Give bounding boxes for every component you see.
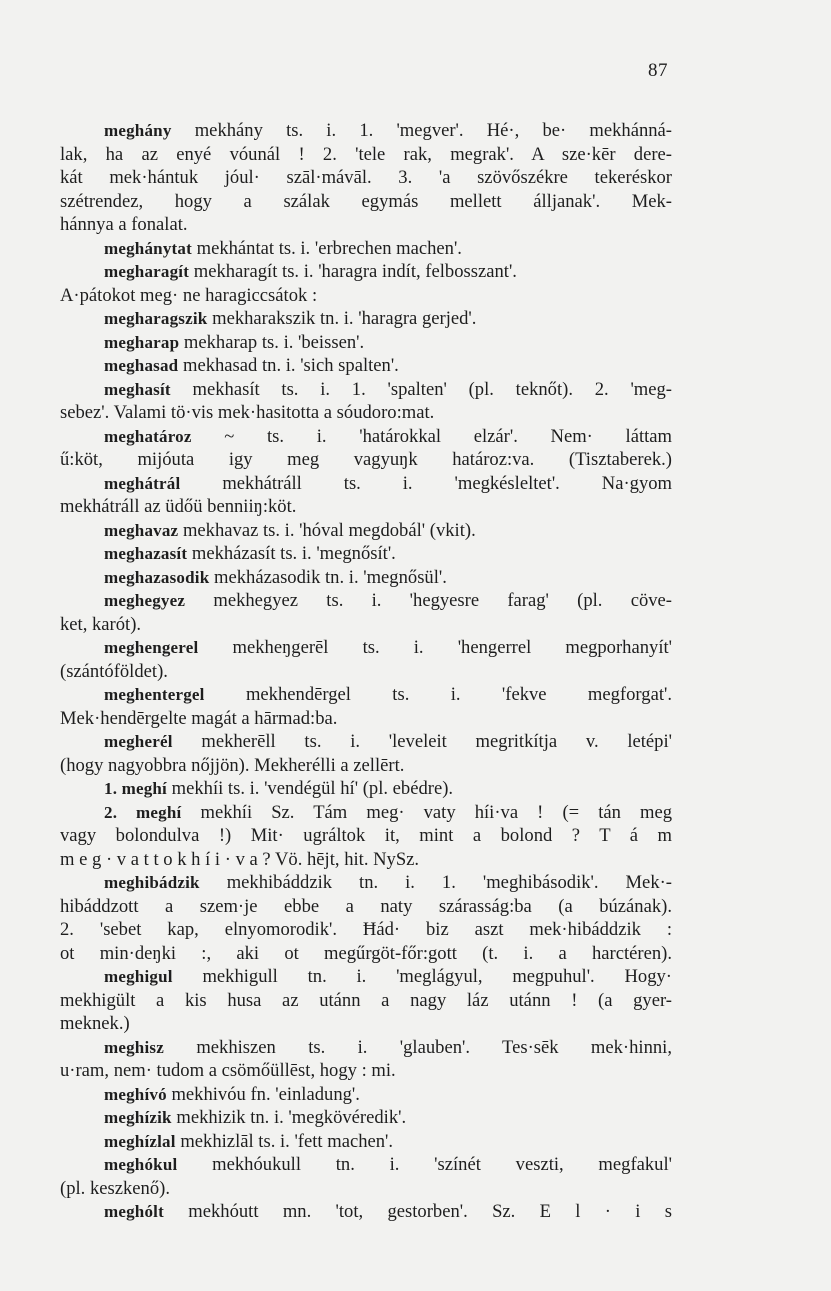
entry-text: mekhíi Sz. Tám meg· vaty híi·va ! (= tán meg (181, 801, 672, 823)
entry-line (60, 190, 672, 214)
entry-text: Mek·hendērgelte magát a hārmad:ba. (60, 707, 338, 729)
entry-line-headword (60, 542, 672, 566)
entry-text: (szántóföldet). (60, 660, 168, 682)
entry-text: u·ram, nem· tudom a csömőüllēst, hogy : mi. (60, 1060, 396, 1081)
entry-text: mekheŋgerēl ts. i. 'hengerrel megporhanyít' (198, 637, 672, 658)
entry-line-headword (60, 425, 672, 449)
entry-text: mekharagít ts. i. 'haragra indít, felbosszant'. (189, 261, 517, 282)
entry-text: mekhavaz ts. i. 'hóval megdobál' (vkit). (178, 519, 476, 541)
headword: meghegyez (104, 591, 186, 610)
entry-line (60, 401, 672, 425)
headword: meghigul (104, 967, 173, 986)
entry-text: sebez'. Valami tö·vis mek·hasitotta a sóudoro:mat. (60, 402, 435, 423)
entry-line-headword (60, 801, 672, 825)
entry-text: mekhendērgel ts. i. 'fekve megforgat'. (204, 684, 672, 705)
entry-text: mekhóukull tn. i. 'színét veszti, megfakul' (177, 1154, 672, 1175)
entry-text: A·pátokot meg· ne haragiccsátok : (60, 284, 318, 306)
entry-text: m e g · v a t t o k h í i · v a ? Vö. hējt, hit. NySz. (60, 848, 420, 870)
entry-text: mekhizlāl ts. i. 'fett machen'. (175, 1130, 394, 1152)
entry-line-headword (60, 378, 672, 402)
entry-line (60, 448, 672, 472)
entry-text: mekhátráll ts. i. 'megkésleltet'. Na·gyom (180, 472, 672, 494)
entry-line-headword (60, 331, 672, 355)
entry-text: ű:köt, mijóuta igy meg vagyuŋk határoz:va. (Tisztaberek.) (60, 449, 672, 470)
headword: meghánytat (104, 238, 192, 258)
headword: megharap (104, 332, 180, 352)
entry-line-headword (60, 683, 672, 707)
entry-line (60, 495, 672, 519)
entry-text: ot min·deŋki :, aki ot megűrgöt-főr:gott (t. i. a harctéren). (60, 942, 672, 964)
entry-line-headword (60, 1130, 672, 1154)
entry-text: ket, karót). (60, 613, 142, 635)
headword: meghasít (104, 379, 171, 399)
entry-line (60, 824, 672, 848)
entry-line-headword (60, 566, 672, 590)
entry-line-headword (60, 307, 672, 331)
entry-line-headword (60, 1036, 672, 1060)
headword: megherél (104, 732, 173, 751)
entry-text: mekhibáddzik tn. i. 1. 'meghibásodik'. Mek·- (199, 872, 672, 893)
headword: meghengerel (104, 638, 199, 657)
headword: meghibádzik (104, 873, 200, 892)
entry-line-headword (60, 871, 672, 895)
entry-line-headword (60, 1106, 672, 1130)
page-number: 87 (648, 60, 668, 81)
entry-text: mekherēll ts. i. 'leveleit megritkítja v. letépi' (172, 731, 672, 752)
entry-line-headword (60, 730, 672, 754)
dictionary-entries (60, 119, 672, 1224)
entry-line-headword (60, 636, 672, 660)
entry-text: mekházasodik tn. i. 'megnősül'. (209, 566, 447, 588)
entry-text: mekharap ts. i. 'beissen'. (179, 331, 365, 353)
entry-text: meknek.) (60, 1013, 130, 1034)
entry-line-headword (60, 519, 672, 543)
entry-text: (hogy nagyobbra nőjjön). Mekherélli a zellērt. (60, 754, 405, 776)
entry-text: mekhasít ts. i. 1. 'spalten' (pl. teknőt). 2. 'meg- (170, 378, 672, 400)
entry-line (60, 942, 672, 966)
headword: meghívó (104, 1084, 167, 1104)
headword: 2. meghí (104, 802, 182, 822)
headword: meghókul (104, 1155, 178, 1174)
headword: megharagít (104, 262, 190, 281)
entry-line (60, 660, 672, 684)
headword: meghavaz (104, 520, 179, 540)
entry-line (60, 918, 672, 942)
headword: meghasad (104, 356, 179, 375)
entry-line (60, 848, 672, 872)
entry-text: mekhány ts. i. 1. 'megver'. Hé·, be· mekhánná- (171, 120, 672, 141)
entry-text: mekhátráll az üdőü benniiŋ:köt. (60, 496, 297, 517)
entry-line-headword (60, 260, 672, 284)
headword: meghány (104, 121, 172, 140)
entry-line (60, 707, 672, 731)
entry-text: kát mek·hántuk jóul· szāl·mávāl. 3. 'a szövőszékre tekeréskor (60, 167, 672, 188)
entry-line (60, 213, 672, 237)
entry-text: hánnya a fonalat. (60, 214, 188, 235)
entry-line (60, 143, 672, 167)
headword: meghisz (104, 1037, 164, 1057)
entry-line-headword (60, 354, 672, 378)
entry-line (60, 989, 672, 1013)
entry-text: mekhántat ts. i. 'erbrechen machen'. (191, 237, 462, 259)
headword: meghazasít (104, 544, 188, 563)
entry-text: mekhigült a kis husa az utánn a nagy láz utánn ! (a gyer- (60, 989, 672, 1011)
entry-line (60, 1177, 672, 1201)
headword: megharagszik (104, 309, 208, 328)
entry-line-headword (60, 1153, 672, 1177)
entry-line-headword (60, 777, 672, 801)
entry-text: mekhasad tn. i. 'sich spalten'. (178, 355, 399, 376)
entry-line-headword (60, 965, 672, 989)
entry-text: mekhigull tn. i. 'meglágyul, megpuhul'. Hogy· (172, 966, 672, 987)
entry-line-headword (60, 1083, 672, 1107)
entry-line-headword (60, 472, 672, 496)
headword: meghatároz (104, 426, 192, 446)
entry-text: mekhiszen ts. i. 'glauben'. Tes·sēk mek·hinni, (163, 1036, 672, 1058)
entry-text: hibáddzott a szem·je ebbe a naty szárasság:ba (a búzának). (60, 895, 672, 917)
entry-text: lak, ha az enyé vóunál ! 2. 'tele rak, megrak'. A sze·kēr dere- (60, 143, 672, 165)
entry-line (60, 613, 672, 637)
entry-line-headword (60, 237, 672, 261)
entry-text: mekharakszik tn. i. 'haragra gerjed'. (207, 308, 477, 329)
entry-text: 2. 'sebet kap, elnyomorodik'. Ħád· biz aszt mek·hibáddzik : (60, 919, 672, 940)
entry-line (60, 895, 672, 919)
entry-text: mekhegyez ts. i. 'hegyesre farag' (pl. cöve- (185, 590, 672, 611)
entry-line (60, 754, 672, 778)
headword: meghazasodik (104, 567, 210, 587)
entry-text: vagy bolondulva !) Mit· ugráltok it, mint a bolond ? T á m (60, 825, 672, 846)
entry-text: mekházasít ts. i. 'megnősít'. (187, 543, 396, 564)
entry-line (60, 1012, 672, 1036)
headword: meghentergel (104, 685, 205, 704)
entry-text: szétrendez, hogy a szálak egymás mellett álljanak'. Mek- (60, 190, 672, 212)
headword: meghízik (104, 1108, 172, 1127)
headword: 1. meghí (104, 779, 167, 798)
entry-text: (pl. keszkenő). (60, 1177, 170, 1199)
entry-text: ~ ts. i. 'határokkal elzár'. Nem· láttam (191, 425, 672, 447)
headword: meghátrál (104, 473, 181, 493)
entry-line-headword (60, 589, 672, 613)
entry-line (60, 166, 672, 190)
entry-line-headword (60, 1200, 672, 1224)
entry-text: mekhóutt mn. 'tot, gestorben'. Sz. E l · i s (163, 1201, 672, 1222)
headword: meghólt (104, 1202, 164, 1221)
entry-text: mekhizik tn. i. 'megkövéredik'. (171, 1107, 407, 1128)
headword: meghízlal (104, 1131, 176, 1151)
entry-text: mekhíi ts. i. 'vendégül hí' (pl. ebédre). (166, 778, 454, 799)
entry-line (60, 1059, 672, 1083)
entry-line-headword (60, 119, 672, 143)
entry-line (60, 284, 672, 308)
entry-text: mekhivóu fn. 'einladung'. (166, 1083, 360, 1105)
